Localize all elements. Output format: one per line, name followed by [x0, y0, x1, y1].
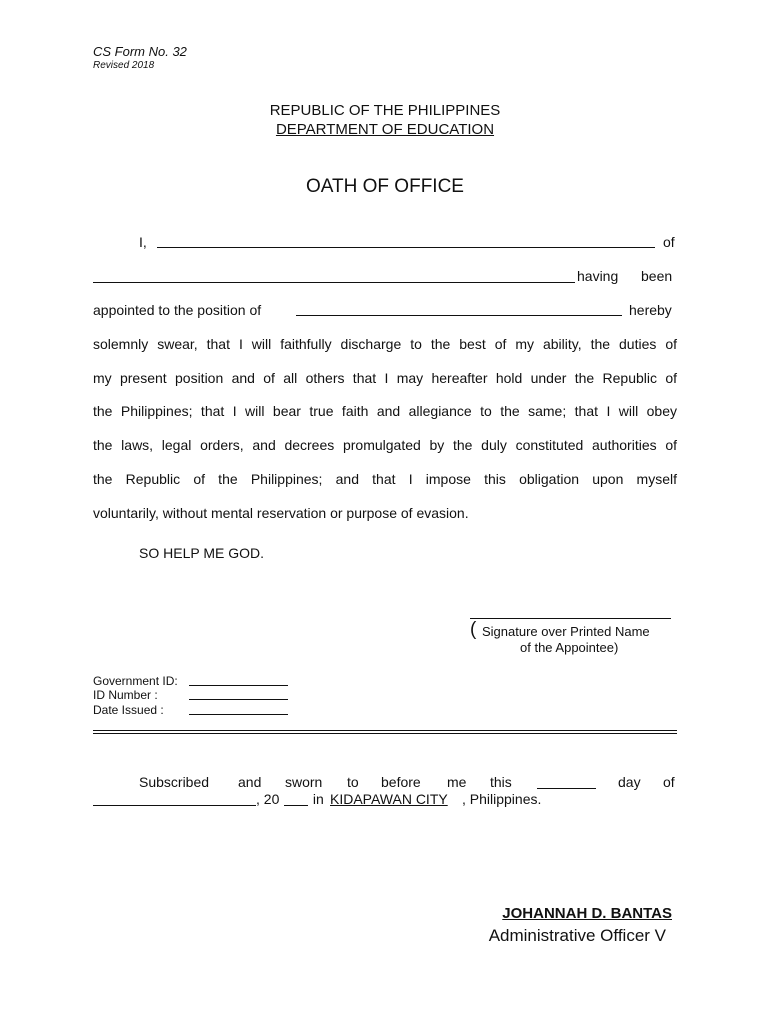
subscribed-word: of [663, 774, 675, 790]
id-number-label: ID Number : [93, 688, 158, 702]
in-label: in [309, 791, 328, 807]
officer-title: Administrative Officer V [488, 926, 666, 945]
year-prefix: , 20 [256, 791, 280, 807]
oath-been-label: been [641, 268, 673, 284]
officer-name: JOHANNAH D. BANTAS [502, 905, 672, 922]
city-name: KIDAPAWAN CITY [330, 791, 448, 807]
department-heading: DEPARTMENT OF EDUCATION [275, 121, 495, 138]
form-number: CS Form No. 32 [93, 44, 187, 59]
position-field[interactable] [296, 315, 622, 316]
subscribed-word: and [238, 774, 262, 790]
oath-line: the Philippines; that I will bear true faith and allegiance to the same; that I will obey [93, 403, 677, 419]
government-id-field[interactable] [189, 685, 288, 686]
signature-caption-2: of the Appointee) [520, 640, 619, 655]
oath-having-label: having [577, 268, 619, 284]
subscribed-word: this [490, 774, 512, 790]
revision-note: Revised 2018 [93, 60, 155, 71]
day-field[interactable] [537, 788, 596, 789]
oath-line: my present position and of all others that I may hereafter hold under the Republic of [93, 370, 677, 386]
page-title: OATH OF OFFICE [306, 176, 464, 197]
country-name: , Philippines. [462, 791, 542, 807]
government-id-label: Government ID: [93, 674, 178, 688]
oath-line: the laws, legal orders, and decrees promulgated by the duly constituted authorities of [93, 437, 677, 453]
divider-line [93, 733, 677, 734]
signature-field[interactable] [470, 618, 671, 619]
divider-line [93, 730, 677, 731]
name-field[interactable] [157, 247, 655, 248]
subscribed-word: to [347, 774, 359, 790]
so-help-me-god: SO HELP ME GOD. [139, 545, 264, 561]
oath-line: the Republic of the Philippines; and that I impose this obligation upon myself [93, 471, 677, 487]
oath-appointed-label: appointed to the position of [93, 302, 262, 318]
oath-line: solemnly swear, that I will faithfully discharge to the best of my ability, the duties of [93, 336, 677, 352]
id-number-field[interactable] [189, 699, 288, 700]
subscribed-word: Subscribed [139, 774, 210, 790]
republic-heading: REPUBLIC OF THE PHILIPPINES [269, 102, 501, 119]
oath-line: voluntarily, without mental reservation or purpose of evasion. [93, 505, 469, 521]
date-issued-field[interactable] [189, 714, 288, 715]
date-issued-label: Date Issued : [93, 703, 164, 717]
signature-caption: Signature over Printed Name [482, 624, 650, 639]
oath-of-label: of [663, 234, 675, 250]
address-field[interactable] [93, 282, 575, 283]
year-field[interactable] [284, 805, 308, 806]
oath-hereby-label: hereby [629, 302, 672, 318]
oath-i-label: I, [139, 234, 147, 250]
subscribed-word: day [618, 774, 641, 790]
subscribed-word: before [381, 774, 421, 790]
month-field[interactable] [93, 805, 256, 806]
subscribed-word: me [447, 774, 467, 790]
subscribed-word: sworn [285, 774, 323, 790]
signature-paren: ( [470, 619, 477, 640]
